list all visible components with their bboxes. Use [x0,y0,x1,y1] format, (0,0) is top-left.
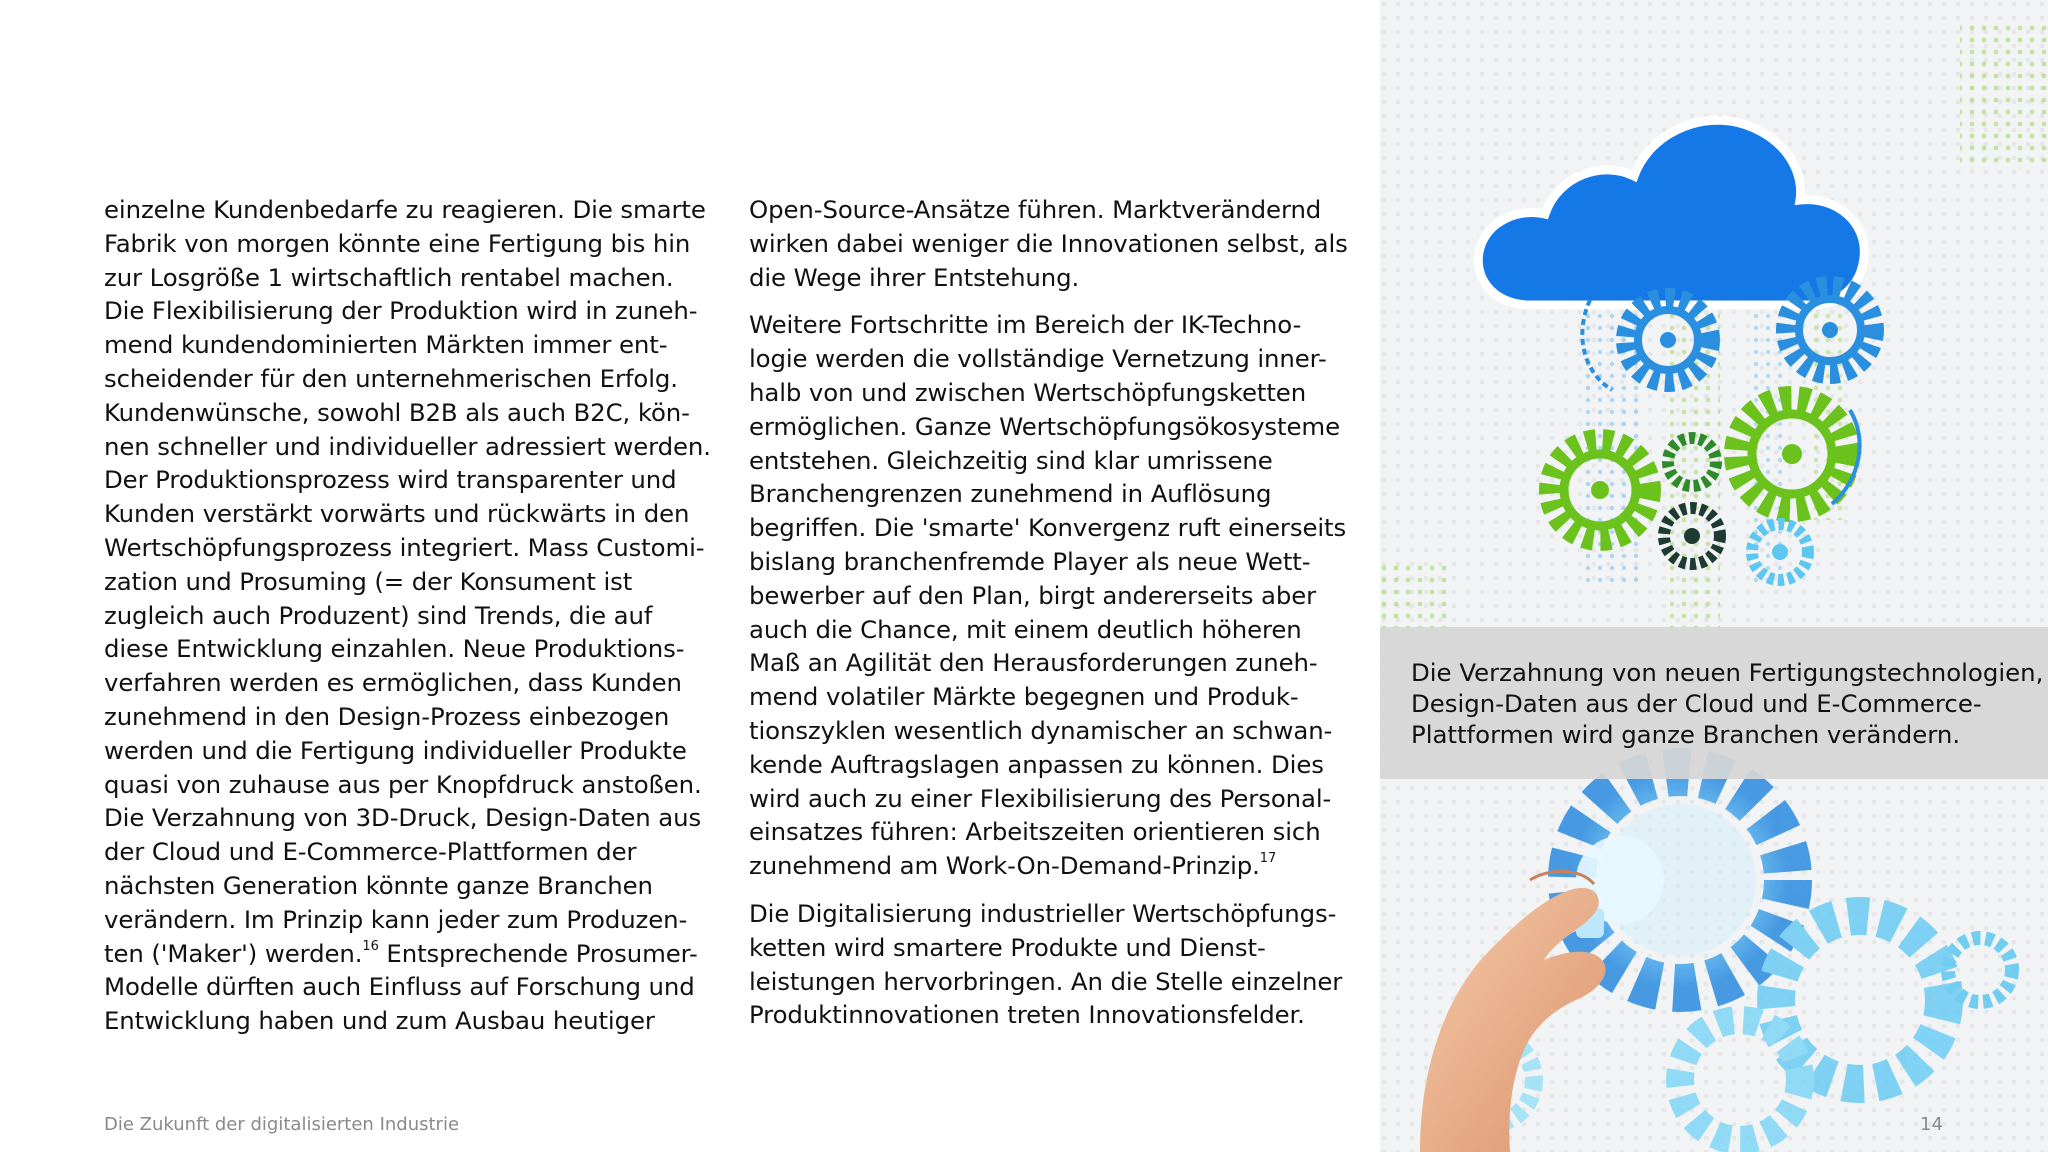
caption-line: Design-Daten aus der Cloud und E-Commerce- [1411,689,1982,718]
text-line: Entwicklung haben und zum Ausbau heutiger [104,1006,655,1036]
text-line: Die Digitalisierung industrieller Wertschöpfungs- [749,898,1337,928]
text-line: ketten wird smartere Produkte und Dienst- [749,932,1266,962]
text-line: werden und die Fertigung individueller Produkte [104,735,687,765]
caption-line: Die Verzahnung von neuen Fertigungstechnologien, [1411,658,2044,687]
text-line: Branchengrenzen zunehmend in Auflösung [749,479,1272,509]
text-line: die Wege ihrer Entstehung. [749,262,1080,292]
text-line: Die Verzahnung von 3D-Druck, Design-Daten aus [104,803,702,833]
text-line: Weitere Fortschritte im Bereich der IK-Techno- [749,310,1302,340]
text-line: diese Entwicklung einzahlen. Neue Produktions- [104,634,685,664]
text-line-with-footnote [104,937,698,971]
illustration-image [1380,0,2048,1152]
text-line: entstehen. Gleichzeitig sind klar umrissene [749,445,1273,475]
text-line: wirken dabei weniger die Innovationen selbst, als [749,228,1348,258]
image-caption-box [1380,627,2048,779]
text-line: Maß an Agilität den Herausforderungen zuneh- [749,648,1318,678]
text-line: zation und Prosuming (= der Konsument ist [104,566,633,596]
text-line: der Cloud und E-Commerce-Plattformen der [104,837,637,867]
text-line: Kundenwünsche, sowohl B2B als auch B2C, kön- [104,397,690,427]
text-line: scheidender für den unternehmerischen Erfolg. [104,363,678,393]
text-line: halb von und zwischen Wertschöpfungsketten [749,377,1307,407]
text-line: einsatzes führen: Arbeitszeiten orientieren sich [749,817,1321,847]
text-line: quasi von zuhause aus per Knopfdruck anstoßen. [104,769,702,799]
paragraph [104,193,711,1038]
text-line: Fabrik von morgen könnte eine Fertigung bis hin [104,228,691,258]
text-line: nen schneller und individueller adressiert werden. [104,431,711,461]
paragraph [749,897,1343,1032]
text-line: leistungen hervorbringen. An die Stelle einzelner [749,966,1343,996]
text-fragment: zunehmend am Work-On-Demand-Prinzip. [749,851,1260,881]
text-line: zur Losgröße 1 wirtschaftlich rentabel machen. [104,262,674,292]
text-line: wird auch zu einer Flexibilisierung des Personal- [749,783,1332,813]
text-line: auch die Chance, mit einem deutlich höheren [749,614,1302,644]
text-line-with-footnote [749,849,1339,883]
footnote-marker: 17 [1259,851,1277,867]
text-column-left [104,193,711,1052]
text-fragment: Entsprechende Prosumer- [378,938,698,968]
text-line: Der Produktionsprozess wird transparenter und [104,465,677,495]
page-number: 14 [1920,1114,1943,1135]
text-fragment: ten ('Maker') werden. [104,938,363,968]
text-line: tionszyklen wesentlich dynamischer an schwan- [749,715,1333,745]
footnote-marker: 16 [362,938,379,954]
footer-title: Die Zukunft der digitalisierten Industrie [104,1114,460,1135]
text-line: bewerber auf den Plan, birgt andererseits aber [749,580,1317,610]
caption-line: Plattformen wird ganze Branchen verändern. [1411,720,1961,749]
image-caption [1411,657,2044,750]
text-line: zugleich auch Produzent) sind Trends, die auf [104,600,653,630]
text-line: nächsten Generation könnte ganze Branchen [104,870,653,900]
text-line: bislang branchenfremde Player als neue Wett- [749,546,1311,576]
paragraph [749,193,1348,294]
text-line: mend kundendominierten Märkten immer ent- [104,330,668,360]
text-column-middle [749,193,1348,1046]
text-line: Wertschöpfungsprozess integriert. Mass Customi- [104,532,705,562]
text-line: einzelne Kundenbedarfe zu reagieren. Die smarte [104,195,706,224]
text-line: verändern. Im Prinzip kann jeder zum Produzen- [104,904,688,934]
text-line: Die Flexibilisierung der Produktion wird in zuneh- [104,296,698,326]
text-line: logie werden die vollständige Vernetzung inner- [749,344,1327,374]
paragraph [749,308,1347,883]
text-line: begriffen. Die 'smarte' Konvergenz ruft einerseits [749,513,1347,543]
text-line: zunehmend in den Design-Prozess einbezogen [104,701,670,731]
text-line: Open-Source-Ansätze führen. Marktverändernd [749,195,1322,224]
text-line: ermöglichen. Ganze Wertschöpfungsökosysteme [749,411,1340,441]
text-line: Kunden verstärkt vorwärts und rückwärts in den [104,499,690,529]
illustration-panel [1380,0,2048,1152]
text-line: mend volatiler Märkte begegnen und Produk- [749,682,1299,712]
text-line: verfahren werden es ermöglichen, dass Kunden [104,668,682,698]
text-line: kende Auftragslagen anpassen zu können. Dies [749,749,1324,779]
text-line: Modelle dürften auch Einfluss auf Forschung und [104,972,695,1002]
text-line: Produktinnovationen treten Innovationsfelder. [749,1000,1305,1030]
